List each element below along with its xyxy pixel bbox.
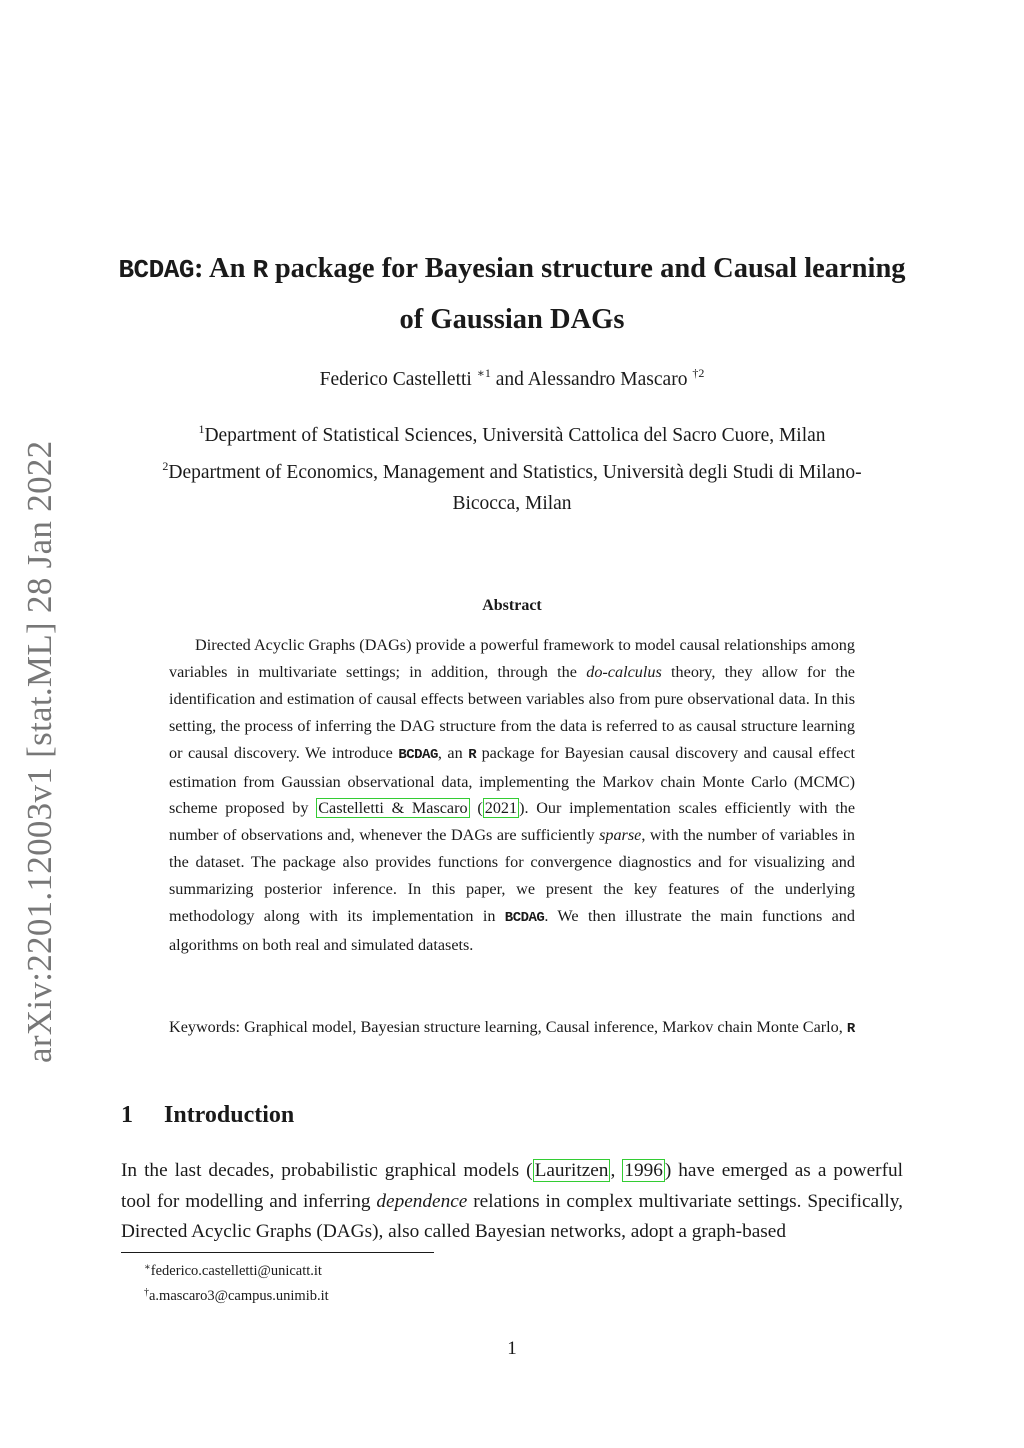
keyword-r: R bbox=[846, 1021, 855, 1037]
citation-link-lauritzen[interactable]: Lauritzen bbox=[534, 1160, 609, 1181]
footnotes bbox=[144, 1257, 329, 1307]
footnote-1: ∗federico.castelletti@unicatt.it bbox=[144, 1262, 322, 1279]
abstract-body: Directed Acyclic Graphs (DAGs) provide a powerful framework to model causal relationships among variables in multivariate settings; in addition, through the do-calculus theory, they allow for the identification and estimation of causal effects between variables also from pure observational data. In this setting, the process of inferring the DAG structure from the data is referred to as causal structure learning or causal discovery. We introduce BCDAG, an R package for Bayesian causal discovery and causal effect estimation from Gaussian observational data, implementing the Markov chain Monte Carlo (MCMC) scheme proposed by Castelletti & Mascaro ( 2021 ). Our implementation scales efficiently with the number of observations and, whenever the DAGs are sufficiently sparse, with the number of variables in the dataset. The package also provides functions for convergence diagnostics and for visualizing and summarizing posterior inference. In this paper, we present the key features of the underlying methodology along with its implementation in BCDAG. We then illustrate the main functions and algorithms on both real and simulated datasets. bbox=[169, 636, 856, 954]
do-calculus-term: do-calculus bbox=[586, 662, 662, 681]
author-mascaro: Alessandro Mascaro bbox=[527, 369, 688, 390]
paper-title: BCDAG: An R package for Bayesian structure and Causal learning of Gaussian DAGs bbox=[118, 253, 906, 335]
footnote-rule bbox=[121, 1252, 434, 1253]
citation-link-1996[interactable]: 1996 bbox=[624, 1160, 663, 1181]
introduction-paragraph: In the last decades, probabilistic graphical models ( Lauritzen , 1996 ) have emerged as a powerful tool for modelling and inferring dependence relations in complex multivariate settings. Specifically, Directed Acyclic Graphs (DAGs), also called Bayesian networks, adopt a graph-based bbox=[121, 1160, 903, 1242]
author-list: Federico Castelletti $^{∗1}$ and Alessandro Mascaro $^{\dagger 2}$ bbox=[319, 366, 705, 390]
code-r: R bbox=[468, 746, 477, 763]
affiliation-1: $^1$Department of Statistical Sciences, Università Cattolica del Sacro Cuore, Milan bbox=[198, 422, 826, 446]
author1-mark: ∗1 bbox=[476, 366, 491, 380]
page-number: 1 bbox=[507, 1338, 517, 1359]
title-package-name: BCDAG bbox=[118, 255, 194, 285]
title-line-2: of Gaussian DAGs bbox=[399, 304, 625, 335]
abstract-heading: Abstract bbox=[482, 597, 542, 614]
section-title: Introduction bbox=[164, 1102, 295, 1128]
arxiv-identifier-stamp: arXiv:2201.12003v1 [stat.ML] 28 Jan 2022 bbox=[20, 440, 59, 1063]
section-heading-introduction bbox=[121, 1102, 294, 1129]
title-r-name: R bbox=[252, 255, 268, 285]
section-number: 1 bbox=[121, 1102, 133, 1128]
code-bcdag: BCDAG bbox=[398, 746, 438, 763]
dependence-term: dependence bbox=[376, 1190, 468, 1212]
citation-link-2021[interactable]: 2021 bbox=[484, 799, 518, 818]
affiliation-2: $^2$Department of Economics, Management and Statistics, Università degli Studi di Milano-Bicocca, Milan bbox=[162, 459, 862, 514]
author2-mark: †2 bbox=[692, 366, 705, 380]
keywords: Keywords: Graphical model, Bayesian structure learning, Causal inference, Markov chain Monte Carlo, R bbox=[169, 1018, 855, 1037]
sparse-term: sparse bbox=[599, 826, 642, 845]
code-bcdag-2: BCDAG bbox=[504, 910, 545, 927]
footnote-2: †a.mascaro3@campus.unimib.it bbox=[144, 1287, 329, 1304]
affiliations bbox=[140, 414, 884, 519]
citation-link-castelletti-mascaro[interactable]: Castelletti & Mascaro bbox=[318, 799, 468, 818]
author-castelletti: Federico Castelletti bbox=[319, 369, 472, 390]
